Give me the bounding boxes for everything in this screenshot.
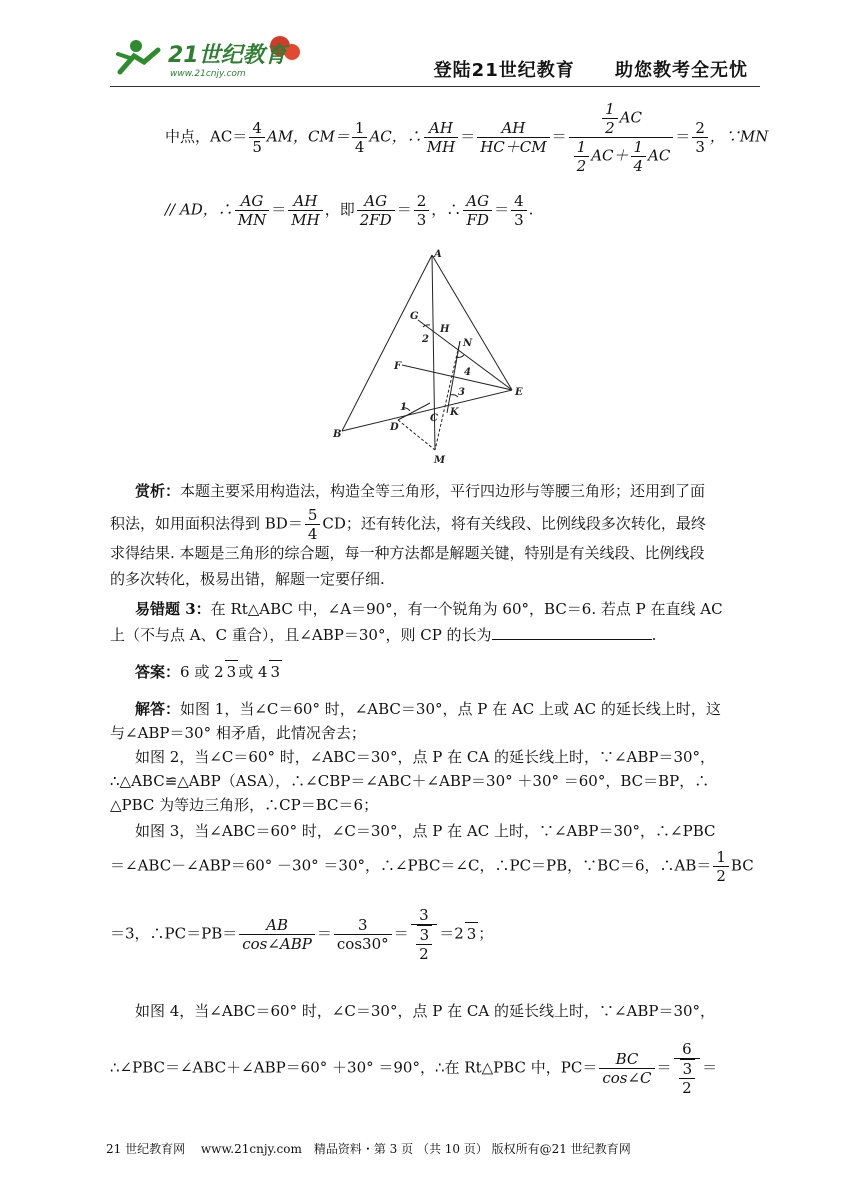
text-line: // AD，∴ $\frac{AG}{MN}$ ＝ $\frac{AH}{MH}$ ，即 $\frac{AG}{2FD}$ ＝ $\frac{2}{3}$ ，∴ $\frac{AG}{FD}$ ＝ $\frac{4}{3}$ . — [165, 192, 534, 229]
label-K: K — [450, 407, 459, 418]
segment-DM — [398, 420, 435, 450]
page-header — [110, 28, 760, 87]
text-line: 答案：6 或 2 3 或 4 3 — [135, 660, 282, 683]
site-logo — [110, 28, 310, 83]
text-line: 积法，如用面积法得到 BD＝ $\frac{5}{4}$ CD；还有转化法，将有关线段、比例线段多次转化，最终 — [110, 506, 706, 543]
text-line: 如图 3，当∠ABC＝60° 时，∠C＝30°，点 P 在 AC 上时，∵∠ABP＝30°，∴∠PBC — [135, 822, 716, 840]
text-line: ∴∠PBC＝∠ABC＋∠ABP＝60° ＋30° ＝90°，∴在 Rt△PBC 中，PC＝ $\frac{BC}{\cos\angle C}$ ＝ $\frac{6}{\frac{3}{2}}$ ＝ — [110, 1040, 718, 1097]
text-line: △PBC 为等边三角形，∴CP＝BC＝6； — [110, 796, 379, 814]
label-N: N — [463, 338, 473, 349]
text-line: 易错题 3：在 Rt△ABC 中，∠A＝90°，有一个锐角为 60°，BC＝6. 若点 P 在直线 AC — [135, 600, 723, 618]
label-E: E — [515, 387, 523, 398]
label-angle-3: 3 — [458, 387, 465, 398]
label-A: A — [434, 249, 442, 260]
text-line: 解答：如图 1，当∠C＝60° 时，∠ABC＝30°，点 P 在 AC 上或 AC 的延长线上时，这 — [135, 700, 721, 718]
logo-text: 21世纪教育 — [168, 43, 287, 68]
label-B: B — [333, 429, 342, 440]
segment-AB — [342, 255, 432, 431]
segment-NK — [447, 341, 460, 413]
geometry-figure — [330, 245, 540, 465]
label-M: M — [434, 455, 446, 465]
text-line: 中点，AC＝ $\frac{4}{5}$ AM，CM＝ $\frac{1}{4}$ AC，∴ $\frac{AH}{MH}$ ＝ $\frac{AH}{HC+CM}$ ＝ $\frac{1}{2}$ AC $\frac{1}{2}$ AC＋ $\frac{1}{4}$ AC ＝ $\frac{2}{3}$ ，∵MN — [165, 100, 769, 175]
text-line: 与∠ABP＝30° 相矛盾，此情况舍去； — [110, 724, 366, 742]
text-line: 赏析：本题主要采用构造法，构造全等三角形，平行四边形与等腰三角形；还用到了面 — [135, 482, 706, 500]
label-D: D — [390, 422, 399, 433]
label-angle-1: 1 — [400, 402, 407, 413]
text-line: 如图 2，当∠C＝60° 时，∠ABC＝30°，点 P 在 CA 的延长线上时，∵∠ABP＝30°， — [135, 748, 716, 766]
page-footer: 21 世纪教育网 www.21cnjy.com 精品资料・第 3 页 （共 10 页） 版权所有@21 世纪教育网 — [106, 1142, 631, 1156]
answer-blank — [492, 625, 652, 640]
label-F: F — [394, 361, 402, 372]
segment-BE — [342, 390, 512, 431]
logo-url: www.21cnjy.com — [170, 69, 246, 79]
header-slogan: 登陆21世纪教育 助您教考全无忧 — [433, 60, 748, 81]
label-G: G — [410, 311, 419, 322]
text-line: ∴△ABC≌△ABP（ASA），∴∠CBP＝∠ABC＋∠ABP＝30° ＋30° ＝60°，BC＝BP，∴ — [110, 772, 710, 790]
label-H: H — [440, 324, 450, 335]
label-angle-2: 2 — [422, 334, 429, 345]
segment-AE — [432, 255, 512, 390]
angle-3-arc — [450, 395, 458, 397]
text-line: ＝3，∴PC＝PB＝ $\frac{AB}{\text{cos∠ABP}}$ ＝ $\frac{3}{\cos 30^\circ}$ ＝ $\frac{3}{\frac{3}{2}}$ ＝2 3 ； — [110, 906, 494, 963]
text-line: 如图 4，当∠ABC＝60° 时，∠C＝30°，点 P 在 CA 的延长线上时，∵∠ABP＝30°， — [135, 1002, 716, 1020]
text-line: 求得结果. 本题是三角形的综合题，每一种方法都是解题关键，特别是有关线段、比例线段 — [110, 544, 705, 562]
label-angle-4: 4 — [464, 367, 471, 378]
text-line: 的多次转化，极易出错，解题一定要仔细. — [110, 570, 385, 588]
text-line: ＝∠ABC－∠ABP＝60° －30° ＝30°，∴∠PBC＝∠C，∴PC＝PB，∵BC＝6，∴AB＝ $\frac{1}{2}$ BC — [110, 848, 754, 885]
text-line: 上（不与点 A、C 重合），且∠ABP＝30°，则 CP 的长为 . — [110, 626, 657, 644]
label-C: C — [430, 413, 438, 424]
